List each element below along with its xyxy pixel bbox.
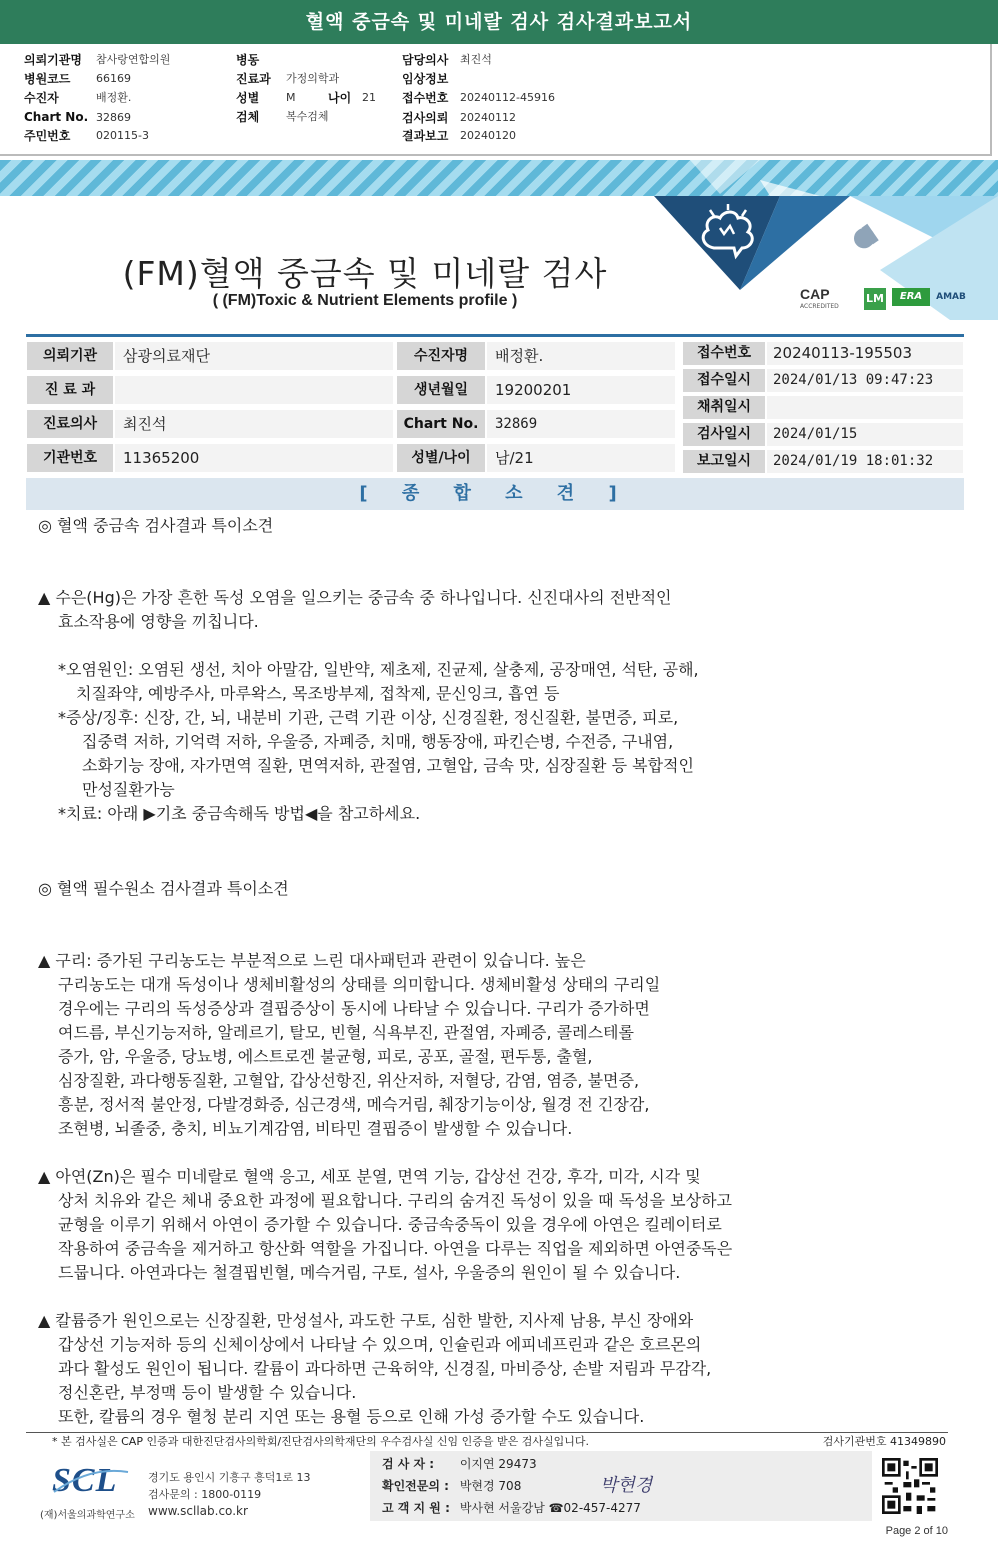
header-key: Chart No. — [24, 110, 89, 124]
label-cell: Chart No. — [396, 409, 486, 439]
finding-line: ▲ 아연(Zn)은 필수 미네랄로 혈액 응고, 세포 분열, 면역 기능, 갑상선 건강, 후각, 미각, 시각 및 — [38, 1167, 701, 1186]
support-value: 박사현 서울강남 ☎02-457-4277 — [459, 1501, 641, 1515]
era-logo: ERA — [892, 288, 930, 306]
header-key: 검사의뢰 — [402, 110, 449, 125]
header-value: 20240112 — [460, 110, 516, 124]
header-row — [24, 88, 131, 106]
lab-address: 경기도 용인시 기흥구 흥덕1로 13 — [148, 1471, 311, 1484]
finding-line: *오염원인: 오염된 생선, 치아 아말감, 일반약, 제초제, 진균제, 살충제, 공장매연, 석탄, 공해, — [58, 660, 699, 679]
header-value: 20240112-45916 — [460, 90, 555, 104]
header-key: 임상정보 — [402, 71, 449, 86]
label-cell: 채취일시 — [682, 395, 766, 420]
label-cell: 의뢰기관 — [26, 341, 114, 371]
signature-box — [370, 1451, 872, 1521]
value-cell: 2024/01/15 — [766, 422, 964, 447]
cap-sub: ACCREDITED — [800, 303, 839, 310]
section-title: ◎ 혈액 중금속 검사결과 특이소견 — [38, 516, 274, 535]
finding-line: 균형을 이루기 위해서 아연이 증가할 수 있습니다. 중금속중독이 있을 경우에 아연은 킬레이터로 — [58, 1215, 722, 1234]
finding-line: 경우에는 구리의 독성증상과 결핍증상이 동시에 나타날 수 있습니다. 구리가 증가하면 — [58, 999, 650, 1018]
scl-swoosh — [50, 1462, 130, 1502]
header-value: 32869 — [96, 110, 131, 124]
header-key: 진료과 — [236, 71, 271, 86]
header-key: 접수번호 — [402, 90, 449, 105]
capsule-icon — [848, 210, 898, 254]
label-cell: 접수일시 — [682, 368, 766, 393]
header-row — [24, 126, 149, 144]
section-title: ◎ 혈액 필수원소 검사결과 특이소견 — [38, 879, 289, 898]
header-row — [402, 108, 516, 126]
scl-org-name: (재)서울의과학연구소 — [40, 1510, 135, 1521]
header-key: 수진자 — [24, 90, 59, 105]
support-label: 고 객 지 원 : — [382, 1501, 450, 1515]
examiner-label: 검 사 자 : — [382, 1457, 435, 1471]
header-row — [402, 50, 492, 68]
page-number: Page 2 of 10 — [885, 1525, 948, 1537]
examiner-value: 이지연 29473 — [459, 1457, 537, 1471]
value-cell: 최진석 — [114, 409, 394, 439]
doctor-signature: 박현경 — [600, 1475, 653, 1496]
finding-line: 만성질환가능 — [82, 780, 175, 799]
finding-line: 또한, 칼륨의 경우 혈청 분리 지연 또는 용혈 등으로 인해 가성 증가할 수도 있습니다. — [58, 1407, 645, 1426]
header-key: 성별 — [236, 90, 260, 105]
finding-line: 여드름, 부신기능저하, 알레르기, 탈모, 빈혈, 식욕부진, 관절염, 자폐증, 콜레스테롤 — [58, 1023, 634, 1042]
header-value: 최진석 — [460, 53, 492, 66]
finding-line: 효소작용에 영향을 끼칩니다. — [58, 612, 259, 631]
doctor-value: 박현경 708 — [459, 1479, 522, 1493]
finding-line: ▲ 수은(Hg)은 가장 흔한 독성 오염을 일으키는 중금속 중 하나입니다. 신진대사의 전반적인 — [38, 588, 672, 607]
label-cell: 진 료 과 — [26, 375, 114, 405]
scl-logo: SCL — [52, 1462, 118, 1499]
header-key: 나이 — [328, 90, 352, 105]
label-cell: 검사일시 — [682, 422, 766, 447]
finding-line: 치질좌약, 예방주사, 마루왁스, 목조방부제, 접착제, 문신잉크, 흡연 등 — [76, 684, 560, 703]
header-row — [24, 108, 131, 126]
report-title: 혈액 중금속 및 미네랄 검사 검사결과보고서 — [0, 0, 998, 44]
header-key: 검체 — [236, 109, 260, 124]
header-value: 66169 — [96, 71, 131, 85]
label-cell: 수진자명 — [396, 341, 486, 371]
finding-line: 상처 치유와 같은 체내 중요한 과정에 필요합니다. 구리의 숨겨진 독성이 있을 때 독성을 보상하고 — [58, 1191, 732, 1210]
value-cell — [766, 395, 964, 420]
lm-logo: LM — [864, 288, 886, 310]
value-cell: 20240113-195503 — [766, 341, 964, 366]
cap-label: CAP — [800, 286, 830, 302]
summary-body — [38, 514, 938, 1429]
header-key: 의뢰기관명 — [24, 52, 82, 67]
agency-number: 검사기관번호 41349890 — [822, 1435, 946, 1448]
header-value: 20240120 — [460, 128, 516, 142]
qr-code — [882, 1458, 938, 1514]
test-subtitle: ( (FM)Toxic & Nutrient Elements profile ) — [212, 292, 518, 309]
header-value: 가정의학과 — [286, 72, 340, 85]
cap-logo — [800, 284, 860, 310]
test-title: (FM)혈액 중금속 및 미네랄 검사 — [122, 254, 608, 293]
header-info-panel — [0, 44, 992, 156]
footer-notice: * 본 검사실은 CAP 인증과 대한진단검사의학회/진단검사의학재단의 우수검사실 신임 인증을 받은 검사실입니다. — [52, 1435, 590, 1448]
finding-line: 심장질환, 과다행동질환, 고혈압, 갑상선항진, 위산저하, 저혈당, 감염, 염증, 불면증, — [58, 1071, 640, 1090]
value-cell: 삼광의료재단 — [114, 341, 394, 371]
header-key: 병동 — [236, 52, 260, 67]
header-row — [236, 50, 286, 68]
value-cell: 배정환. — [486, 341, 676, 371]
header-value: 참사랑연합의원 — [96, 53, 171, 66]
header-key: 담당의사 — [402, 52, 449, 67]
finding-line: 흥분, 정서적 불안정, 다발경화증, 심근경색, 메슥거림, 췌장기능이상, 월경 전 긴장감, — [58, 1095, 650, 1114]
label-cell: 생년월일 — [396, 375, 486, 405]
header-row — [402, 88, 555, 106]
finding-line: *치료: 아래 ▶기초 중금속해독 방법◀을 참고하세요. — [58, 804, 421, 823]
finding-line: 구리농도는 대개 독성이나 생체비활성의 상태를 의미합니다. 생체비활성 상태의 구리일 — [58, 975, 661, 994]
patient-info-table — [26, 334, 964, 474]
finding-line: 작용하여 중금속을 제거하고 항산화 역할을 가집니다. 아연을 다루는 직업을 제외하면 아연중독은 — [58, 1239, 733, 1258]
value-cell: 남/21 — [486, 443, 676, 473]
header-value: 복수검체 — [286, 110, 329, 123]
finding-line: *증상/징후: 신장, 간, 뇌, 내분비 기관, 근력 기관 이상, 신경질환, 정신질환, 불면증, 피로, — [58, 708, 679, 727]
lab-website[interactable]: www.scllab.co.kr — [148, 1504, 248, 1518]
label-cell: 진료의사 — [26, 409, 114, 439]
header-key: 병원코드 — [24, 71, 71, 86]
finding-line: 드뭅니다. 아연과다는 철결핍빈혈, 메슥거림, 구토, 설사, 우울증의 원인이 될 수 있습니다. — [58, 1263, 681, 1282]
header-row — [236, 107, 329, 125]
value-cell: 32869 — [486, 409, 676, 439]
doctor-row — [382, 1477, 521, 1494]
value-cell — [114, 375, 394, 405]
lab-phone: 검사문의 : 1800-0119 — [148, 1488, 262, 1501]
header-value: 배정환. — [96, 91, 132, 104]
value-cell: 19200201 — [486, 375, 676, 405]
header-row — [236, 88, 376, 106]
finding-line: 조현병, 뇌졸중, 충치, 비뇨기계감염, 비타민 결핍증이 발생할 수 있습니다. — [58, 1119, 573, 1138]
header-value: 21 — [362, 90, 376, 104]
label-cell: 기관번호 — [26, 443, 114, 473]
finding-line: ▲ 구리: 증가된 구리농도는 부분적으로 느린 대사패턴과 관련이 있습니다. 높은 — [38, 951, 586, 970]
header-row — [24, 69, 131, 87]
header-key: 주민번호 — [24, 128, 71, 143]
label-cell: 접수번호 — [682, 341, 766, 366]
doctor-label: 확인전문의 : — [382, 1479, 449, 1493]
test-banner — [0, 160, 998, 320]
summary-heading: [ 종 합 소 견 ] — [26, 478, 964, 510]
finding-line: 증가, 암, 우울증, 당뇨병, 에스트로겐 불균형, 피로, 공포, 골절, 편두통, 출혈, — [58, 1047, 593, 1066]
header-row — [236, 69, 339, 87]
support-row — [382, 1499, 641, 1516]
header-row — [24, 50, 170, 68]
examiner-row — [382, 1455, 537, 1472]
header-row — [402, 126, 516, 144]
finding-line: 집중력 저하, 기억력 저하, 우울증, 자폐증, 치매, 행동장애, 파킨슨병, 수전증, 구내염, — [82, 732, 674, 751]
header-row — [402, 69, 460, 87]
header-value: M — [286, 90, 296, 104]
finding-line: 정신혼란, 부정맥 등이 발생할 수 있습니다. — [58, 1383, 357, 1402]
value-cell: 2024/01/13 09:47:23 — [766, 368, 964, 393]
label-cell: 성별/나이 — [396, 443, 486, 473]
label-cell: 보고일시 — [682, 449, 766, 474]
amab-logo: AMAB — [936, 292, 966, 302]
header-value: 020115-3 — [96, 128, 149, 142]
header-key: 결과보고 — [402, 128, 449, 143]
finding-line: 갑상선 기능저하 등의 신체이상에서 나타날 수 있으며, 인슐린과 에피네프린과 같은 호르몬의 — [58, 1335, 702, 1354]
finding-line: ▲ 칼륨증가 원인으로는 신장질환, 만성설사, 과도한 구토, 심한 발한, 지사제 남용, 부신 장애와 — [38, 1311, 694, 1330]
finding-line: 소화기능 장애, 자가면역 질환, 면역저하, 관절염, 고혈압, 금속 맛, 심장질환 등 복합적인 — [82, 756, 694, 775]
value-cell: 2024/01/19 18:01:32 — [766, 449, 964, 474]
value-cell: 11365200 — [114, 443, 394, 473]
finding-line: 과다 활성도 원인이 됩니다. 칼륨이 과다하면 근육허약, 신경질, 마비증상, 손발 저림과 무감각, — [58, 1359, 712, 1378]
